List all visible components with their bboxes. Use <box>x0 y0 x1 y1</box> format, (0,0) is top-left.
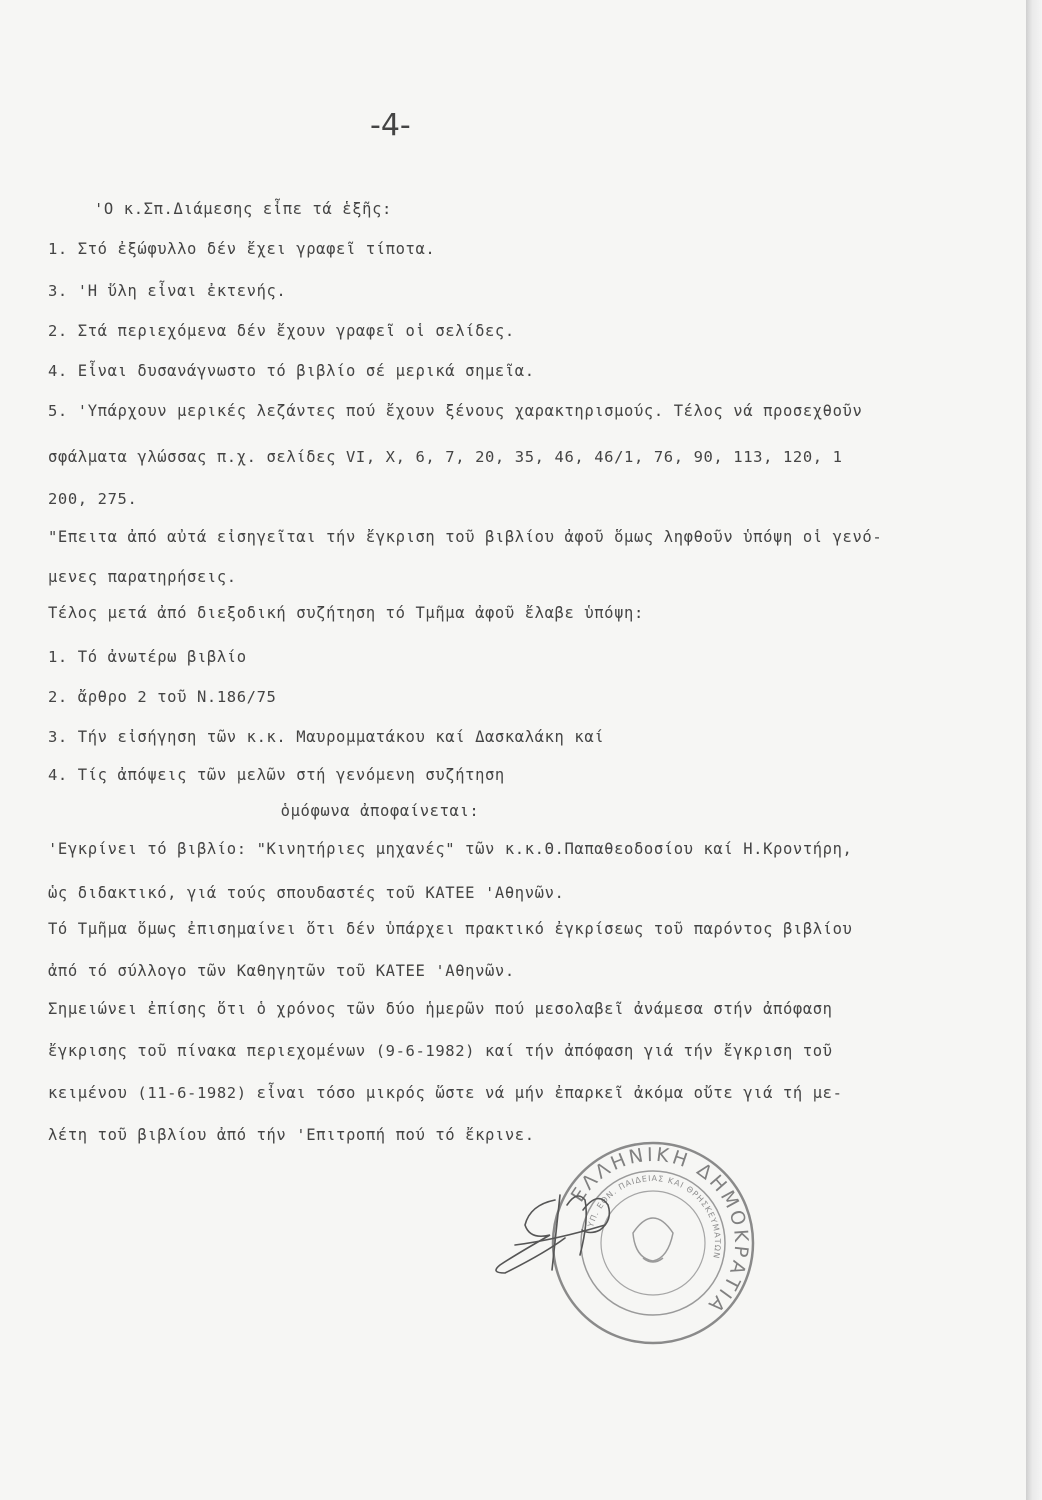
text-line: Σημειώνει ἐπίσης ὅτι ὁ χρόνος τῶν δύο ἡμερῶν πού μεσολαβεῖ ἀνάμεσα στήν ἀπόφαση <box>48 1000 833 1018</box>
text-line: ἔγκρισης τοῦ πίνακα περιεχομένων (9-6-1982) καί τήν ἀπόφαση γιά τήν ἔγκριση τοῦ <box>48 1042 833 1060</box>
page-edge-shadow <box>1026 0 1042 1500</box>
text-line: 3. 'Η ὕλη εἶναι ἐκτενής. <box>48 282 287 300</box>
text-line: 4. Εἶναι δυσανάγνωστο τό βιβλίο σέ μερικά σημεῖα. <box>48 362 535 380</box>
text-line: ἀπό τό σύλλογο τῶν Καθηγητῶν τοῦ ΚΑΤΕΕ 'Αθηνῶν. <box>48 962 515 980</box>
text-line: μενες παρατηρήσεις. <box>48 568 237 586</box>
text-line: "Επειτα ἀπό αὐτά εἰσηγεῖται τήν ἔγκριση τοῦ βιβλίου ἀφοῦ ὅμως ληφθοῦν ὑπόψη οἱ γενό- <box>48 528 883 546</box>
text-line: 'Ο κ.Σπ.Διάμεσης εἶπε τά ἑξῆς: <box>94 200 392 218</box>
text-line: 3. Τήν εἰσήγηση τῶν κ.κ. Μαυρομματάκου καί Δασκαλάκη καί <box>48 728 605 746</box>
text-line: 'Εγκρίνει τό βιβλίο: "Κινητήριες μηχανές" τῶν κ.κ.Θ.Παπαθεοδοσίου καί Η.Κροντήρη, <box>48 840 853 858</box>
text-line: 1. Στό ἐξώφυλλο δέν ἔχει γραφεῖ τίποτα. <box>48 240 436 258</box>
text-line: λέτη τοῦ βιβλίου ἀπό τήν 'Επιτροπή πού τό ἔκρινε. <box>48 1126 535 1144</box>
text-line: κειμένου (11-6-1982) εἶναι τόσο μικρός ὥστε νά μήν ἐπαρκεῖ ἀκόμα οὔτε γιά τή με- <box>48 1084 843 1102</box>
text-line: σφάλματα γλώσσας π.χ. σελίδες VI, X, 6, 7, 20, 35, 46, 46/1, 76, 90, 113, 120, 1 <box>48 448 843 466</box>
text-line: 1. Τό ἀνωτέρω βιβλίο <box>48 648 247 666</box>
text-line: ὡς διδακτικό, γιά τούς σπουδαστές τοῦ ΚΑΤΕΕ 'Αθηνῶν. <box>48 884 565 902</box>
text-line: 4. Τίς ἀπόψεις τῶν μελῶν στή γενόμενη συζήτηση <box>48 766 505 784</box>
page-number: -4- <box>370 108 411 143</box>
decision-heading: ὁμόφωνα ἀποφαίνεται: <box>280 802 480 820</box>
text-line: 2. Στά περιεχόμενα δέν ἔχουν γραφεῖ οἱ σελίδες. <box>48 322 515 340</box>
stamp-inner-text: ΥΠ. ΕΘΝ. ΠΑΙΔΕΙΑΣ ΚΑΙ ΘΡΗΣΚΕΥΜΑΤΩΝ <box>586 1173 723 1260</box>
handwritten-signature <box>485 1175 645 1295</box>
text-line: 2. ἄρθρο 2 τοῦ Ν.186/75 <box>48 688 277 706</box>
stamp-outer-text: ΕΛΛΗΝΙΚΗ ΔΗΜΟΚΡΑΤΙΑ <box>566 1143 753 1319</box>
text-line: Τό Τμῆμα ὅμως ἐπισημαίνει ὅτι δέν ὑπάρχει πρακτικό ἐγκρίσεως τοῦ παρόντος βιβλίου <box>48 920 853 938</box>
text-line: 5. 'Υπάρχουν μερικές λεζάντες πού ἔχουν ξένους χαρακτηρισμούς. Τέλος νά προσεχθοῦν <box>48 402 863 420</box>
text-line: 200, 275. <box>48 490 138 508</box>
text-line: Τέλος μετά ἀπό διεξοδική συζήτηση τό Τμῆμα ἀφοῦ ἔλαβε ὑπόψη: <box>48 604 644 622</box>
